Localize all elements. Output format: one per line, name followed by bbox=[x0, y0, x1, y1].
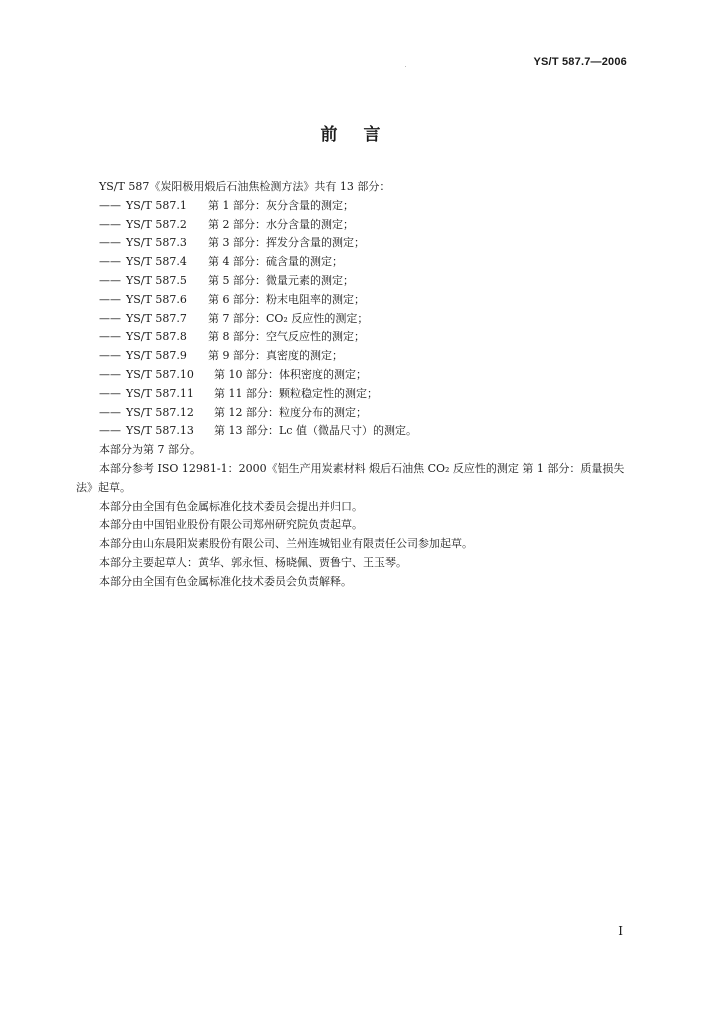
paragraph-drafter: 本部分由中国铝业股份有限公司郑州研究院负责起草。 bbox=[99, 518, 363, 532]
part-description: 第 3 部分：挥发分含量的测定； bbox=[208, 236, 365, 250]
part-code: YS/T 587.10 bbox=[126, 367, 194, 381]
list-dash: —— bbox=[99, 292, 121, 306]
part-code: YS/T 587.3 bbox=[126, 236, 187, 250]
part-list-item bbox=[76, 272, 636, 291]
list-dash: —— bbox=[99, 255, 121, 269]
list-dash: —— bbox=[99, 198, 121, 212]
page-number: I bbox=[618, 924, 623, 938]
part-code: YS/T 587.7 bbox=[126, 311, 187, 325]
list-dash: —— bbox=[99, 349, 121, 363]
part-code: YS/T 587.4 bbox=[126, 255, 187, 269]
part-description: 第 5 部分：微量元素的测定； bbox=[208, 273, 354, 287]
list-dash: —— bbox=[99, 424, 121, 438]
part-list-item bbox=[76, 291, 636, 310]
part-list-item bbox=[76, 234, 636, 253]
list-dash: —— bbox=[99, 217, 121, 231]
part-code: YS/T 587.13 bbox=[126, 424, 194, 438]
part-code: YS/T 587.9 bbox=[126, 349, 187, 363]
part-description: 第 10 部分：体积密度的测定； bbox=[214, 367, 367, 381]
page-title: 前言 bbox=[320, 125, 407, 145]
part-description: 第 9 部分：真密度的测定； bbox=[208, 349, 343, 363]
part-code: YS/T 587.11 bbox=[126, 386, 194, 400]
paragraph-proposer: 本部分由全国有色金属标准化技术委员会提出并归口。 bbox=[99, 499, 363, 513]
part-description: 第 8 部分：空气反应性的测定； bbox=[208, 330, 365, 344]
document-body bbox=[76, 178, 636, 592]
list-dash: —— bbox=[99, 311, 121, 325]
part-code: YS/T 587.12 bbox=[126, 405, 194, 419]
part-code: YS/T 587.1 bbox=[126, 198, 187, 212]
part-list-item bbox=[76, 347, 636, 366]
paragraph-main-drafters: 本部分主要起草人：黄华、郭永恒、杨晓佩、贾鲁宁、王玉琴。 bbox=[99, 555, 407, 569]
list-dash: —— bbox=[99, 330, 121, 344]
list-dash: —— bbox=[99, 236, 121, 250]
part-list-item bbox=[76, 310, 636, 329]
part-list-item bbox=[76, 404, 636, 423]
paragraph-reference: 本部分参考 ISO 12981-1：2000《铝生产用炭素材料 煅后石油焦 CO₂ 反应性的测定 第 1 部分：质量损失法》起草。 bbox=[76, 461, 625, 494]
paragraph-part-number: 本部分为第 7 部分。 bbox=[99, 443, 201, 457]
part-description: 第 4 部分：硫含量的测定； bbox=[208, 255, 343, 269]
part-list-item bbox=[76, 216, 636, 235]
parts-list bbox=[76, 197, 636, 441]
list-dash: —— bbox=[99, 386, 121, 400]
part-code: YS/T 587.6 bbox=[126, 292, 187, 306]
list-dash: —— bbox=[99, 273, 121, 287]
part-code: YS/T 587.5 bbox=[126, 273, 187, 287]
part-code: YS/T 587.8 bbox=[126, 330, 187, 344]
part-code: YS/T 587.2 bbox=[126, 217, 187, 231]
part-list-item bbox=[76, 422, 636, 441]
scan-artifact bbox=[405, 66, 406, 67]
part-list-item bbox=[76, 366, 636, 385]
part-description: 第 7 部分：CO₂ 反应性的测定； bbox=[208, 311, 369, 325]
part-description: 第 13 部分：Lc 值（微晶尺寸）的测定。 bbox=[214, 424, 417, 438]
list-dash: —— bbox=[99, 405, 121, 419]
list-dash: —— bbox=[99, 367, 121, 381]
part-description: 第 11 部分：颗粒稳定性的测定； bbox=[214, 386, 378, 400]
part-description: 第 2 部分：水分含量的测定； bbox=[208, 217, 354, 231]
paragraph-participants: 本部分由山东晨阳炭素股份有限公司、兰州连城铝业有限责任公司参加起草。 bbox=[99, 537, 473, 551]
part-list-item bbox=[76, 253, 636, 272]
part-list-item bbox=[76, 197, 636, 216]
part-list-item bbox=[76, 385, 636, 404]
paragraph-interpretation: 本部分由全国有色金属标准化技术委员会负责解释。 bbox=[99, 574, 352, 588]
part-description: 第 12 部分：粒度分布的测定； bbox=[214, 405, 367, 419]
document-code: YS/T 587.7—2006 bbox=[533, 56, 627, 68]
intro-line: YS/T 587《炭阳极用煅后石油焦检测方法》共有 13 部分： bbox=[99, 180, 391, 193]
part-description: 第 6 部分：粉末电阻率的测定； bbox=[208, 292, 365, 306]
part-list-item bbox=[76, 328, 636, 347]
part-description: 第 1 部分：灰分含量的测定； bbox=[208, 198, 354, 212]
